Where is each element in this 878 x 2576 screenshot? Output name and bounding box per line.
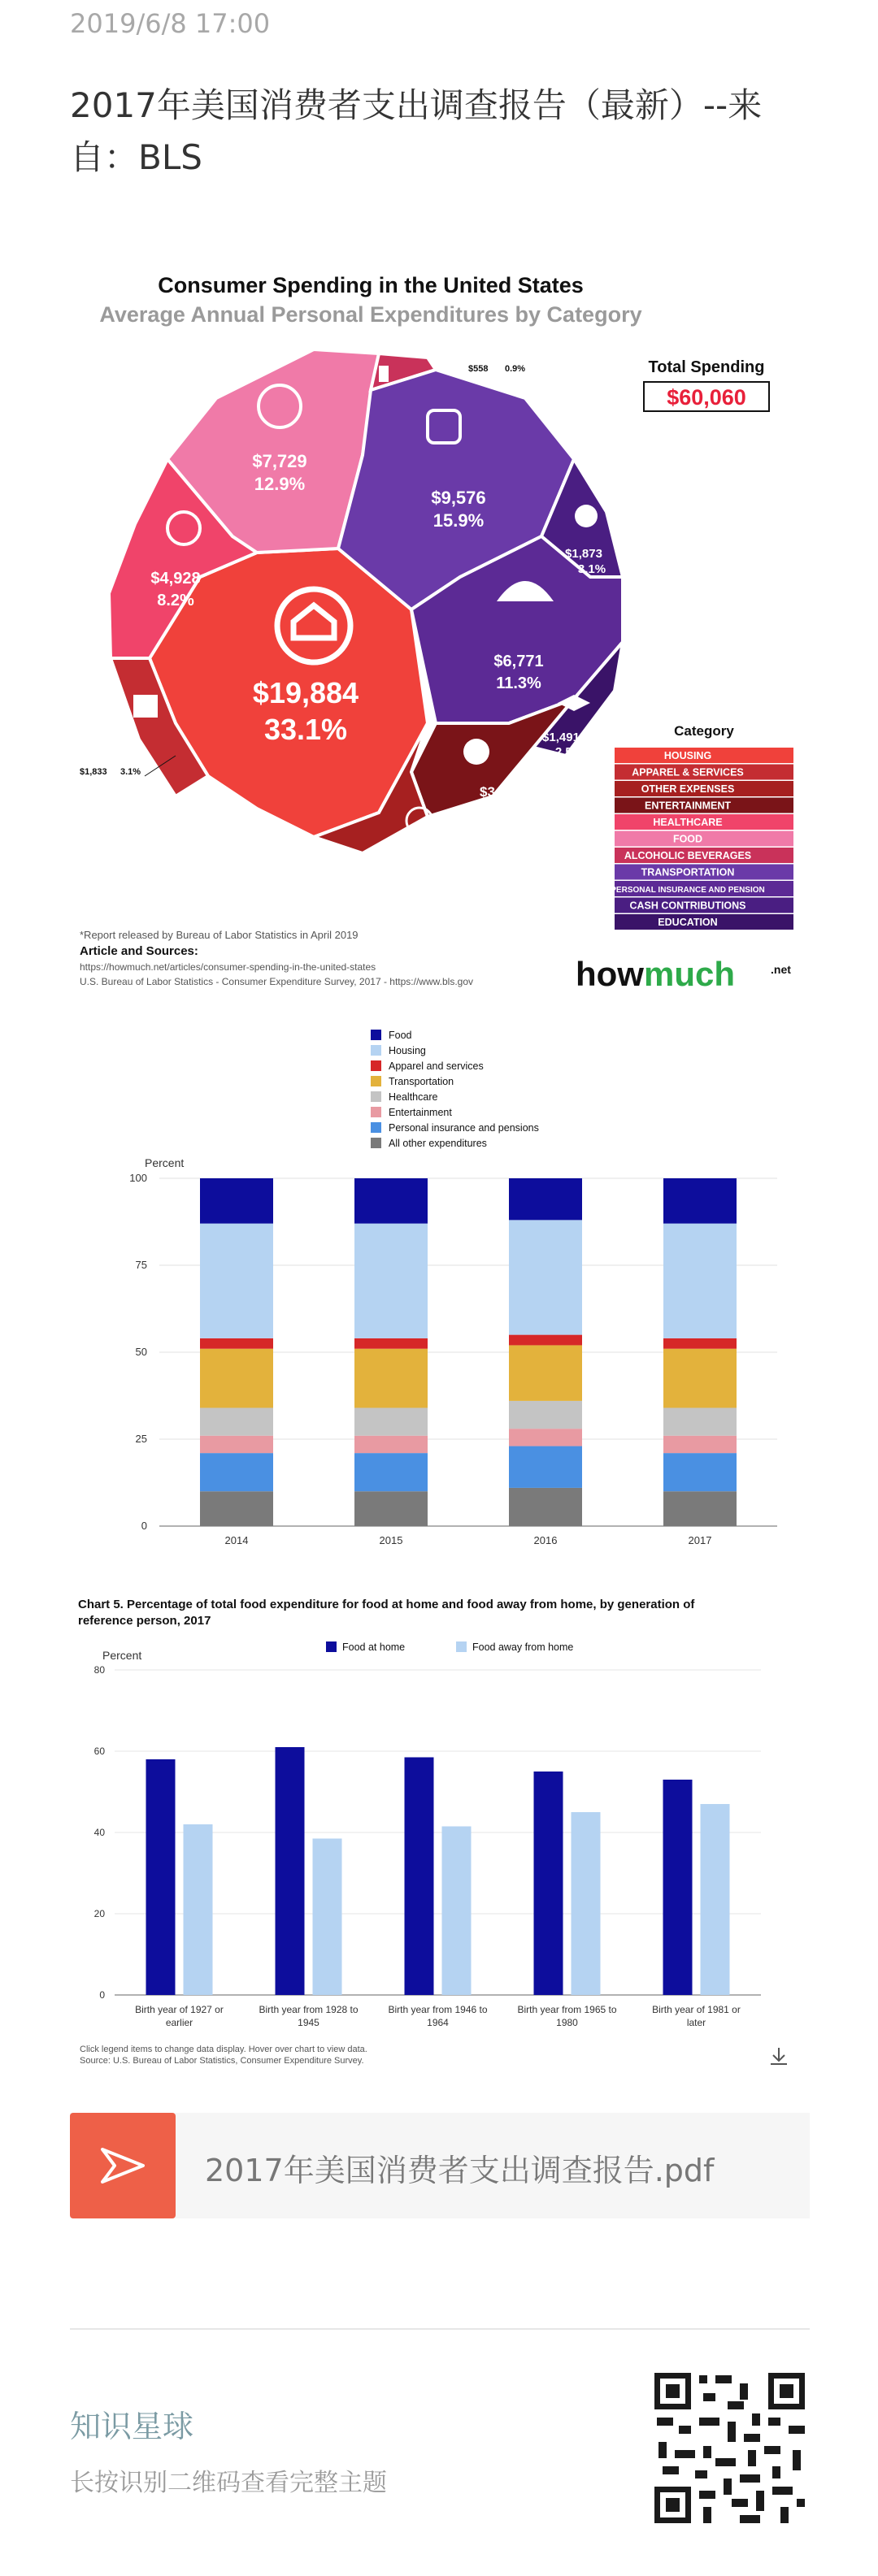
- stacked-bar-2015-7: [354, 1178, 428, 1224]
- label-entertainment-value: $3,203: [480, 784, 522, 800]
- svg-text:howmuch: [576, 955, 735, 993]
- food-legend-label[interactable]: Food at home: [342, 1641, 406, 1653]
- stacked-y-label: Percent: [145, 1156, 185, 1169]
- stacked-bar-2016-0: [509, 1488, 582, 1526]
- label-alcohol-pct: 0.9%: [505, 364, 526, 374]
- source-link-2[interactable]: U.S. Bureau of Labor Statistics - Consumer Expenditure Survey, 2017 - https://www.bls.gov: [80, 976, 474, 987]
- stacked-legend-label[interactable]: Personal insurance and pensions: [389, 1122, 539, 1134]
- food-bar-1-1: [313, 1839, 342, 1996]
- stacked-bar-2016-2: [509, 1429, 582, 1446]
- planet-title: 知识星球: [70, 2409, 194, 2444]
- legend-label-4: HEALTHCARE: [653, 817, 723, 828]
- food-bar-4-1: [701, 1804, 730, 1995]
- stacked-xtick: 2014: [224, 1534, 249, 1546]
- post-date: 2019/6/8 17:00: [70, 8, 271, 39]
- stacked-bar-2016-7: [509, 1178, 582, 1220]
- pie-chart: [70, 268, 810, 1008]
- stacked-legend-swatch[interactable]: [371, 1045, 381, 1056]
- article-title: 2017年美国消费者支出调查报告（最新）--来自：BLS: [70, 85, 763, 177]
- stacked-legend-swatch[interactable]: [371, 1030, 381, 1040]
- food-ytick: 20: [93, 1908, 105, 1919]
- download-icon[interactable]: [771, 2048, 787, 2064]
- label-other-value: $2,214: [389, 841, 431, 856]
- label-food-value: $7,729: [252, 451, 307, 471]
- food-xtick: Birth year from 1946 to 1964: [388, 2004, 488, 2028]
- total-spending-value: $60,060: [667, 385, 746, 410]
- footer-divider: [70, 2328, 810, 2330]
- label-food-pct: 12.9%: [254, 474, 306, 494]
- stacked-xtick: 2016: [533, 1534, 558, 1546]
- grouped-bar-chart: [70, 1593, 810, 2105]
- stacked-bar-2015-5: [354, 1338, 428, 1349]
- label-healthcare-pct: 8.2%: [157, 592, 194, 609]
- food-y-label: Percent: [102, 1649, 142, 1662]
- stacked-bar-2014-1: [200, 1453, 273, 1491]
- money-hand-icon: [575, 505, 598, 527]
- brand-much: much: [643, 955, 735, 993]
- food-ytick: 40: [93, 1827, 105, 1838]
- stacked-bar-2017-5: [663, 1338, 737, 1349]
- food-note-1: Click legend items to change data display. Hover over chart to view data.: [80, 2045, 367, 2054]
- food-bar-0-1: [184, 1824, 213, 1995]
- label-education-pct: 2.5%: [554, 745, 584, 759]
- food-xtick: Birth year of 1927 or earlier: [135, 2004, 224, 2028]
- brand-net: .net: [771, 963, 791, 976]
- pie-title: Consumer Spending in the United States: [158, 273, 584, 297]
- legend-label-1: APPAREL & SERVICES: [632, 766, 744, 778]
- expenditure-share-chart: [70, 1016, 810, 1568]
- label-other-pct: 3.7%: [393, 857, 426, 873]
- label-alcohol-value: $558: [468, 364, 489, 374]
- label-cash-value: $1,873: [565, 547, 602, 561]
- food-legend-swatch[interactable]: [326, 1641, 337, 1652]
- label-apparel-value: $1,833: [80, 767, 107, 777]
- stacked-bar-2014-2: [200, 1436, 273, 1453]
- food-ytick: 0: [99, 1989, 105, 2001]
- stacked-legend-swatch[interactable]: [371, 1091, 381, 1102]
- legend-label-10: EDUCATION: [658, 917, 718, 928]
- stacked-legend-label[interactable]: All other expenditures: [389, 1138, 487, 1149]
- stacked-bar-2014-4: [200, 1349, 273, 1408]
- stacked-bar-2014-5: [200, 1338, 273, 1349]
- pdf-file-name: 2017年美国消费者支出调查报告.pdf: [205, 2153, 715, 2188]
- label-insurance-pct: 11.3%: [496, 674, 541, 692]
- food-ytick: 60: [93, 1746, 105, 1757]
- tshirt-icon: [133, 695, 158, 718]
- planet-subtitle: 长按识别二维码查看完整主题: [70, 2469, 387, 2497]
- food-x-ticks: [135, 2004, 741, 2028]
- stacked-bar-2017-3: [663, 1407, 737, 1435]
- food-bars: [146, 1747, 730, 1995]
- report-footnote: *Report released by Bureau of Labor Statistics in April 2019: [80, 929, 359, 941]
- food-xtick: Birth year of 1981 or later: [652, 2004, 741, 2028]
- stacked-ytick: 0: [141, 1520, 147, 1532]
- stacked-bar-2017-4: [663, 1349, 737, 1408]
- food-legend-label[interactable]: Food away from home: [472, 1641, 574, 1653]
- stacked-legend-label[interactable]: Entertainment: [389, 1107, 452, 1118]
- stacked-bar-2014-6: [200, 1224, 273, 1338]
- legend-title: Category: [674, 723, 734, 739]
- legend-label-9: CASH CONTRIBUTIONS: [629, 900, 746, 912]
- stacked-legend-swatch[interactable]: [371, 1107, 381, 1117]
- legend-label-3: ENTERTAINMENT: [644, 800, 732, 812]
- stacked-bar-2014-7: [200, 1178, 273, 1224]
- label-entertainment-pct: 5.3%: [485, 802, 517, 817]
- pdf-send-icon: [70, 2113, 176, 2218]
- stacked-bar-2015-4: [354, 1349, 428, 1408]
- legend-label-8: PERSONAL INSURANCE AND PENSION: [611, 886, 765, 895]
- stacked-bar-2017-1: [663, 1453, 737, 1491]
- food-note-2: Source: U.S. Bureau of Labor Statistics, Consumer Expenditure Survey.: [80, 2056, 364, 2066]
- stacked-bar-2017-0: [663, 1491, 737, 1526]
- pdf-attachment-card[interactable]: [70, 2113, 810, 2218]
- bottle-icon: [379, 366, 389, 382]
- stacked-ytick: 50: [135, 1346, 147, 1358]
- stacked-legend-swatch[interactable]: [371, 1076, 381, 1086]
- consumer-spending-infographic: [70, 268, 810, 1008]
- legend-label-5: FOOD: [672, 833, 703, 845]
- stacked-bar-2015-3: [354, 1407, 428, 1435]
- label-apparel-pct: 3.1%: [120, 767, 141, 777]
- label-insurance-value: $6,771: [493, 653, 544, 670]
- stacked-bar-2016-3: [509, 1401, 582, 1429]
- stacked-xtick: 2015: [379, 1534, 403, 1546]
- food-bar-0-0: [146, 1759, 176, 1995]
- stacked-bar-2014-0: [200, 1491, 273, 1526]
- pie-subtitle: Average Annual Personal Expenditures by Category: [99, 302, 642, 327]
- label-housing-pct: 33.1%: [263, 713, 348, 746]
- stacked-legend-swatch[interactable]: [371, 1060, 381, 1071]
- stacked-ytick: 100: [129, 1172, 147, 1184]
- food-xtick: Birth year from 1965 to 1980: [517, 2004, 617, 2028]
- howmuch-logo: [576, 955, 791, 993]
- stacked-legend-label[interactable]: Healthcare: [389, 1091, 438, 1103]
- legend-label-7: TRANSPORTATION: [641, 866, 735, 878]
- label-cash-pct: 3.1%: [577, 562, 606, 576]
- theater-masks-icon: [463, 739, 489, 765]
- stacked-x-ticks: [225, 1534, 712, 1546]
- qr-code-icon[interactable]: [650, 2369, 809, 2527]
- food-legend-swatch[interactable]: [456, 1641, 467, 1652]
- total-spending-label: Total Spending: [648, 358, 765, 376]
- stacked-legend-label[interactable]: Transportation: [389, 1076, 454, 1087]
- food-xtick: Birth year from 1928 to 1945: [259, 2004, 359, 2028]
- stacked-ytick: 25: [135, 1433, 147, 1445]
- stacked-bar-2017-2: [663, 1436, 737, 1453]
- legend-label-6: ALCOHOLIC BEVERAGES: [624, 850, 752, 861]
- stacked-bar-2015-6: [354, 1224, 428, 1338]
- pie-legend: [611, 748, 793, 930]
- sources-heading: Article and Sources:: [80, 944, 198, 958]
- food-bar-1-0: [276, 1747, 305, 1995]
- food-bar-2-1: [442, 1827, 472, 1996]
- stacked-ytick: 75: [135, 1259, 147, 1271]
- stacked-legend-swatch[interactable]: [371, 1138, 381, 1148]
- stacked-bar-2014-3: [200, 1407, 273, 1435]
- legend-swatch-5: [615, 831, 793, 847]
- food-bar-3-0: [534, 1772, 563, 1995]
- source-link-1[interactable]: https://howmuch.net/articles/consumer-spending-in-the-united-states: [80, 961, 376, 973]
- legend-label-2: OTHER EXPENSES: [641, 783, 735, 795]
- stacked-legend-swatch[interactable]: [371, 1122, 381, 1133]
- stacked-xtick: 2017: [688, 1534, 712, 1546]
- stacked-bar-2015-1: [354, 1453, 428, 1491]
- stacked-bar-2016-6: [509, 1220, 582, 1334]
- stacked-bar-2016-4: [509, 1345, 582, 1400]
- brand-how: how: [576, 955, 644, 993]
- stacked-bar-2015-2: [354, 1436, 428, 1453]
- food-bar-2-0: [405, 1758, 434, 1996]
- label-education-value: $1,491: [542, 731, 580, 744]
- food-bar-3-1: [572, 1812, 601, 1995]
- stacked-bar-2017-6: [663, 1224, 737, 1338]
- stacked-bar-2015-0: [354, 1491, 428, 1526]
- stacked-legend: [371, 1030, 539, 1149]
- stacked-legend-label[interactable]: Housing: [389, 1045, 426, 1056]
- label-healthcare-value: $4,928: [150, 570, 201, 588]
- food-expenditure-chart: [70, 1593, 810, 2105]
- label-housing-value: $19,884: [252, 676, 359, 709]
- food-ytick: 80: [93, 1664, 105, 1676]
- stacked-legend-label[interactable]: Apparel and services: [389, 1060, 484, 1072]
- stacked-bar-2016-5: [509, 1335, 582, 1346]
- label-transport-value: $9,576: [431, 488, 486, 508]
- stacked-bar-chart: [70, 1016, 810, 1568]
- stacked-bar-2017-7: [663, 1178, 737, 1224]
- legend-label-0: HOUSING: [663, 750, 712, 761]
- food-bar-4-0: [663, 1780, 693, 1995]
- stacked-legend-label[interactable]: Food: [389, 1030, 412, 1041]
- label-transport-pct: 15.9%: [432, 510, 485, 531]
- food-chart-title: Chart 5. Percentage of total food expenditure for food at home and food away from home, by generation of reference person, 2017: [78, 1598, 695, 1628]
- stacked-bar-2016-1: [509, 1446, 582, 1488]
